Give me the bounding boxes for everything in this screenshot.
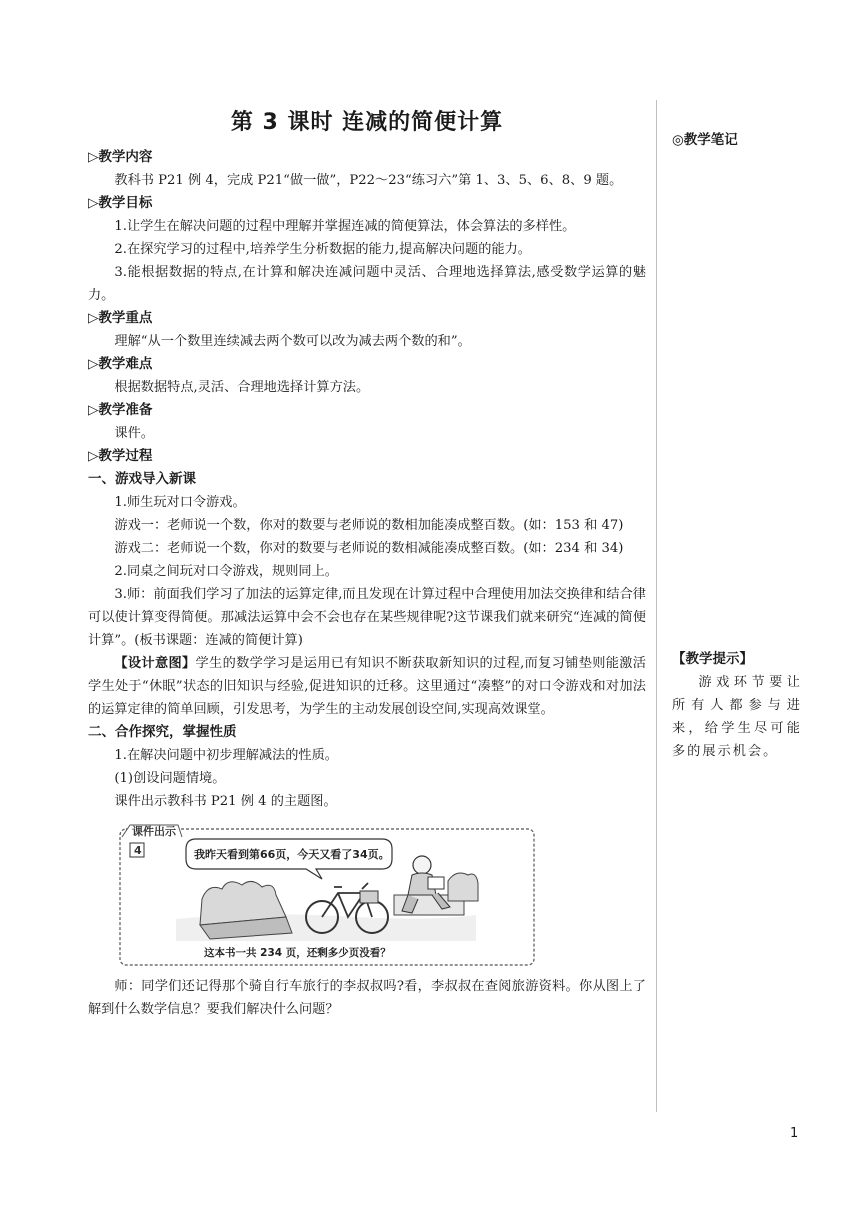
figure-caption: 这本书一共 234 页，还剩多少页没看？ — [204, 947, 391, 959]
speech-text: 我昨天看到第66页，今天又看了34页。 — [194, 848, 390, 861]
tip-text: 游戏环节要让所有人都参与进来，给学生尽可能多的展示机会。 — [672, 675, 802, 759]
bike-bag — [360, 891, 378, 903]
part2-paragraph: 师：同学们还记得那个骑自行车旅行的李叔叔吗?看，李叔叔在查阅旅游资料。你从图上了解到什么数学信息？要我们解决什么问题？ — [88, 979, 646, 1017]
goal-item: 2.在探究学习的过程中,培养学生分析数据的能力,提高解决问题的能力。 — [114, 242, 531, 257]
design-intent-label: 【设计意图】 — [114, 656, 196, 671]
illustration-svg — [116, 821, 538, 969]
figure-label: 课件出示 — [132, 825, 176, 838]
goal-item: 1.让学生在解决问题的过程中理解并掌握连减的简便算法，体会算法的多样性。 — [114, 219, 576, 234]
part1-paragraph: 2.同桌之间玩对口令游戏，规则同上。 — [114, 564, 338, 579]
part2-paragraph: 课件出示教科书 P21 例 4 的主题图。 — [114, 794, 337, 809]
design-intent-text: 学生的数学学习是运用已有知识不断获取新知识的过程,而复习铺垫则能激活学生处于“休眠”状态的旧知识与经验,促进知识的迁移。这里通过“凑整”的对口令游戏和对加法的运算定律的简单回顾，引发思考，为学生的主动发展创设空间,实现高效课堂。 — [88, 656, 646, 717]
person-head — [413, 856, 431, 874]
part1-paragraph: 3.师：前面我们学习了加法的运算定律,而且发现在计算过程中合理使用加法交换律和结合律可以使计算变得简便。那减法运算中会不会也存在某些规律呢?这节课我们就来研究“连减的简便计算”。(板书课题：连减的简便计算) — [88, 587, 646, 648]
section-heading-goals: ▷教学目标 — [88, 195, 153, 211]
goal-item: 3.能根据数据的特点,在计算和解决连减问题中灵活、合理地选择算法,感受数学运算的魅力。 — [88, 265, 646, 303]
design-intent-paragraph — [88, 652, 646, 721]
part2-paragraph: (1)创设问题情境。 — [114, 771, 226, 786]
bush-right — [448, 873, 478, 901]
section-heading-prep: ▷教学准备 — [88, 402, 153, 418]
key-text: 理解“从一个数里连续减去两个数可以改为减去两个数的和”。 — [114, 334, 471, 349]
page-title: 第 3 课时 连减的简便计算 — [230, 110, 504, 135]
column-divider — [656, 100, 657, 1112]
prep-text: 课件。 — [114, 426, 154, 441]
part2-title: 二、合作探究，掌握性质 — [88, 724, 237, 740]
difficulty-text: 根据数据特点,灵活、合理地选择计算方法。 — [114, 380, 370, 395]
tip-title: 【教学提示】 — [672, 651, 753, 667]
section-heading-process: ▷教学过程 — [88, 448, 153, 464]
notes-title: ◎教学笔记 — [672, 132, 738, 148]
part1-paragraph: 游戏二：老师说一个数，你对的数要与老师说的数相减能凑成整百数。(如：234 和 34) — [114, 541, 624, 556]
part1-paragraph: 游戏一：老师说一个数，你对的数要与老师说的数相加能凑成整百数。(如：153 和 47) — [114, 518, 624, 533]
section-heading-difficulty: ▷教学难点 — [88, 356, 153, 372]
part1-paragraph: 1.师生玩对口令游戏。 — [114, 495, 246, 510]
content-text: 教科书 P21 例 4，完成 P21“做一做”，P22～23“练习六”第 1、3、5、6、8、9 题。 — [114, 173, 623, 188]
example-number: 4 — [134, 844, 142, 857]
book — [428, 877, 444, 889]
part1-title: 一、游戏导入新课 — [88, 471, 196, 487]
section-heading-key: ▷教学重点 — [88, 310, 153, 326]
main-column — [88, 108, 646, 1021]
teaching-tip — [672, 648, 802, 763]
section-heading-content: ▷教学内容 — [88, 149, 153, 165]
example-illustration — [116, 821, 538, 969]
page-number: 1 — [790, 1126, 799, 1141]
part2-paragraph: 1.在解决问题中初步理解减法的性质。 — [114, 748, 338, 763]
